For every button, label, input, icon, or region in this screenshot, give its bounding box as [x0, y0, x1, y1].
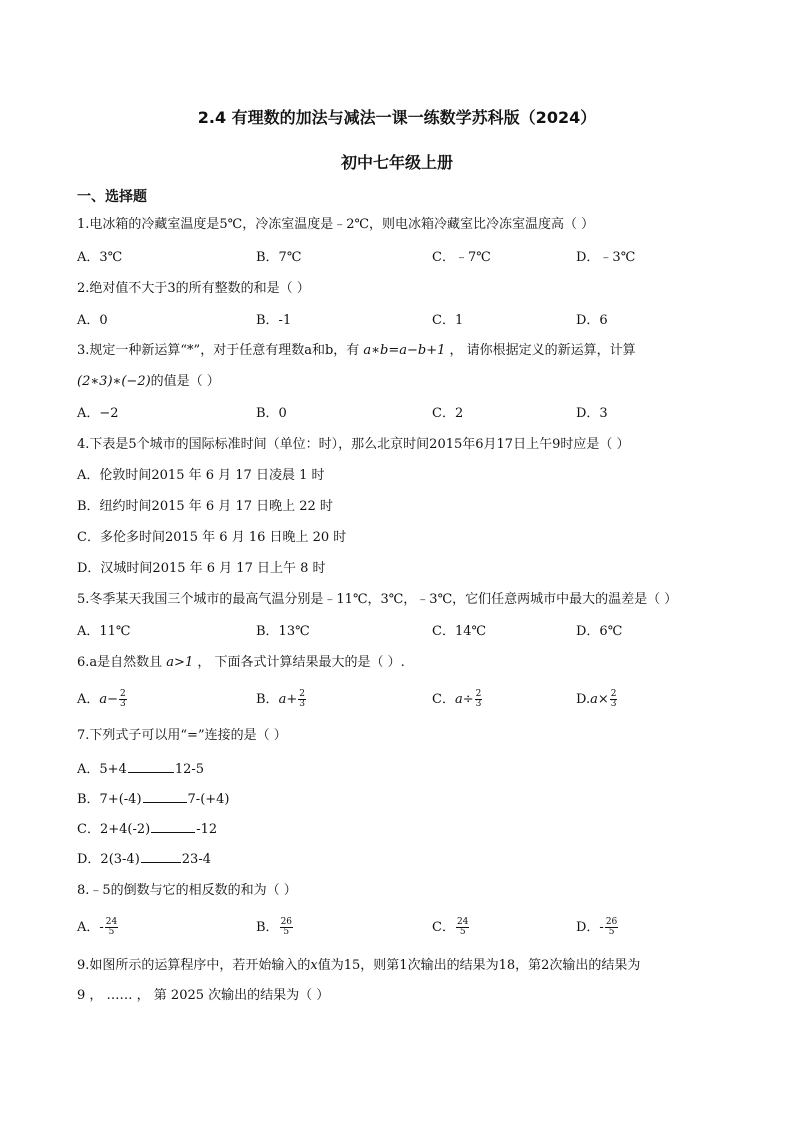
q6-d-num: 2 [610, 689, 617, 699]
q1-option-c: C．﹣7℃ [432, 250, 491, 265]
q8-c-label: C． [432, 920, 455, 935]
q6-a-num: 2 [120, 689, 126, 699]
question-8: 8.﹣5的倒数与它的相反数的和为（ ） [77, 883, 297, 898]
q8-option-c [432, 918, 470, 937]
q9-stem-start: 9.如图所示的运算程序中，若开始输入的 [77, 958, 311, 973]
q6-option-c [432, 690, 483, 709]
q8-d-den: 5 [608, 927, 615, 937]
q6-option-b [256, 690, 307, 709]
q1-option-b: B．7℃ [256, 250, 302, 265]
q5-option-b: B．13℃ [256, 624, 310, 639]
section-heading: 一、选择题 [77, 189, 147, 205]
q6-b-fraction [298, 690, 306, 709]
q8-a-fraction [105, 918, 118, 937]
question-5: 5.冬季某天我国三个城市的最高气温分别是﹣11℃，3℃，﹣3℃，它们任意两城市中最大的温差是（ ） [77, 592, 678, 607]
question-6 [77, 654, 405, 672]
q7-option-b [77, 790, 230, 809]
q8-c-num: 24 [456, 917, 469, 927]
answer-blank[interactable] [128, 760, 174, 773]
q6-stem-start: 6.a是自然数且 [77, 655, 163, 670]
q6-c-op: a÷ [454, 692, 474, 707]
q6-option-a [77, 690, 128, 709]
q3-option-c: C．2 [432, 406, 464, 421]
q8-option-d [576, 918, 619, 937]
q8-b-fraction [280, 918, 293, 937]
q6-b-den: 3 [299, 699, 305, 709]
q4-option-d: D．汉城时间2015 年 6 月 17 日上午 8 时 [77, 561, 326, 576]
answer-blank[interactable] [151, 820, 195, 833]
question-9 [77, 957, 640, 975]
q3-stem-tail: 的值是（ ） [150, 374, 220, 389]
q3-option-d: D．3 [576, 406, 608, 421]
q6-stem-end: ， 下面各式计算结果最大的是（ ）. [197, 655, 405, 670]
q5-option-c: C．14℃ [432, 624, 487, 639]
q2-option-d: D．6 [576, 313, 608, 328]
q7-d-left: D．2(3-4) [77, 852, 140, 867]
q7-d-right: 23-4 [181, 852, 211, 867]
q8-b-num: 26 [280, 917, 293, 927]
q8-d-num: 26 [605, 917, 618, 927]
q6-c-fraction [475, 690, 483, 709]
q8-d-label: D．- [576, 920, 604, 935]
q6-b-op: a+ [278, 692, 298, 707]
q2-option-a: A．0 [77, 313, 108, 328]
q3-option-b: B．0 [256, 406, 287, 421]
question-7: 7.下列式子可以用“=”连接的是（ ） [77, 728, 287, 743]
q7-b-left: B．7+(-4) [77, 792, 142, 807]
answer-blank[interactable] [141, 850, 181, 863]
q8-a-num: 24 [105, 917, 118, 927]
q6-a-fraction [119, 690, 127, 709]
q3-stem-start: 3.规定一种新运算“*”，对于任意有理数a和b，有 [77, 343, 360, 358]
q8-option-a [77, 918, 119, 937]
q6-d-label: D. [576, 692, 591, 707]
q2-option-c: C．1 [432, 313, 464, 328]
q6-a-label: A． [77, 692, 100, 707]
q8-c-fraction [456, 918, 469, 937]
q3-formula: a∗b=a−b+1 [363, 343, 446, 358]
q7-a-right: 12-5 [174, 762, 205, 777]
q8-c-den: 5 [459, 927, 466, 937]
q3-stem-end: ， 请你根据定义的新运算，计算 [449, 343, 636, 358]
q6-d-fraction [610, 690, 618, 709]
q9-stem-end: 值为15，则第1次输出的结果为18，第2次输出的结果为 [317, 958, 641, 973]
q7-option-d [77, 850, 211, 869]
q6-b-num: 2 [299, 689, 305, 699]
q6-a-den: 3 [120, 699, 126, 709]
document-subtitle: 初中七年级上册 [340, 153, 453, 172]
q4-option-b: B．纽约时间2015 年 6 月 17 日晚上 22 时 [77, 499, 333, 514]
q4-option-c: C．多伦多时间2015 年 6 月 16 日晚上 20 时 [77, 530, 347, 545]
q6-option-d [576, 690, 618, 709]
q5-option-d: D．6℃ [576, 624, 623, 639]
question-9-line2: 9 ， …… ， 第 2025 次输出的结果为（ ） [77, 988, 330, 1003]
question-1: 1.电冰箱的冷藏室温度是5℃，冷冻室温度是﹣2℃，则电冰箱冷藏室比冷冻室温度高（ ） [77, 217, 595, 232]
q8-a-label: A．- [77, 920, 104, 935]
q6-a-op: a− [99, 692, 119, 707]
q6-b-label: B． [256, 692, 279, 707]
q6-c-num: 2 [475, 689, 482, 699]
q6-c-den: 3 [475, 699, 482, 709]
q8-a-den: 5 [108, 927, 115, 937]
q7-c-left: C．2+4(-2) [77, 822, 151, 837]
q6-condition: a>1 [166, 655, 194, 670]
document-title: 2.4 有理数的加法与减法一课一练数学苏科版（2024） [197, 108, 597, 127]
q1-option-d: D．﹣3℃ [576, 250, 636, 265]
q8-b-label: B． [256, 920, 279, 935]
q6-d-den: 3 [610, 699, 617, 709]
q7-option-a [77, 760, 204, 779]
q7-a-left: A．5+4 [77, 762, 127, 777]
question-4: 4.下表是5个城市的国际标准时间（单位：时），那么北京时间2015年6月17日上午9时应是（ ） [77, 437, 630, 452]
question-3 [77, 342, 636, 360]
q2-option-b: B．-1 [256, 313, 292, 328]
q8-option-b [256, 918, 294, 937]
q6-c-label: C． [432, 692, 455, 707]
q8-b-den: 5 [283, 927, 290, 937]
q7-option-c [77, 820, 217, 839]
question-3-line2 [77, 373, 220, 391]
q9-variable: x [310, 958, 318, 973]
q7-c-right: -12 [196, 822, 218, 837]
q4-option-a: A．伦敦时间2015 年 6 月 17 日凌晨 1 时 [77, 468, 325, 483]
q1-option-a: A．3℃ [77, 250, 123, 265]
question-2: 2.绝对值不大于3的所有整数的和是（ ） [77, 281, 310, 296]
q3-option-a: A．−2 [77, 406, 119, 421]
q3-expression: (2∗3)∗(−2) [77, 374, 151, 389]
q7-b-right: 7-(+4) [187, 792, 230, 807]
q5-option-a: A．11℃ [77, 624, 131, 639]
q6-d-op: a× [590, 692, 609, 707]
answer-blank[interactable] [143, 790, 187, 803]
q8-d-fraction [605, 918, 618, 937]
